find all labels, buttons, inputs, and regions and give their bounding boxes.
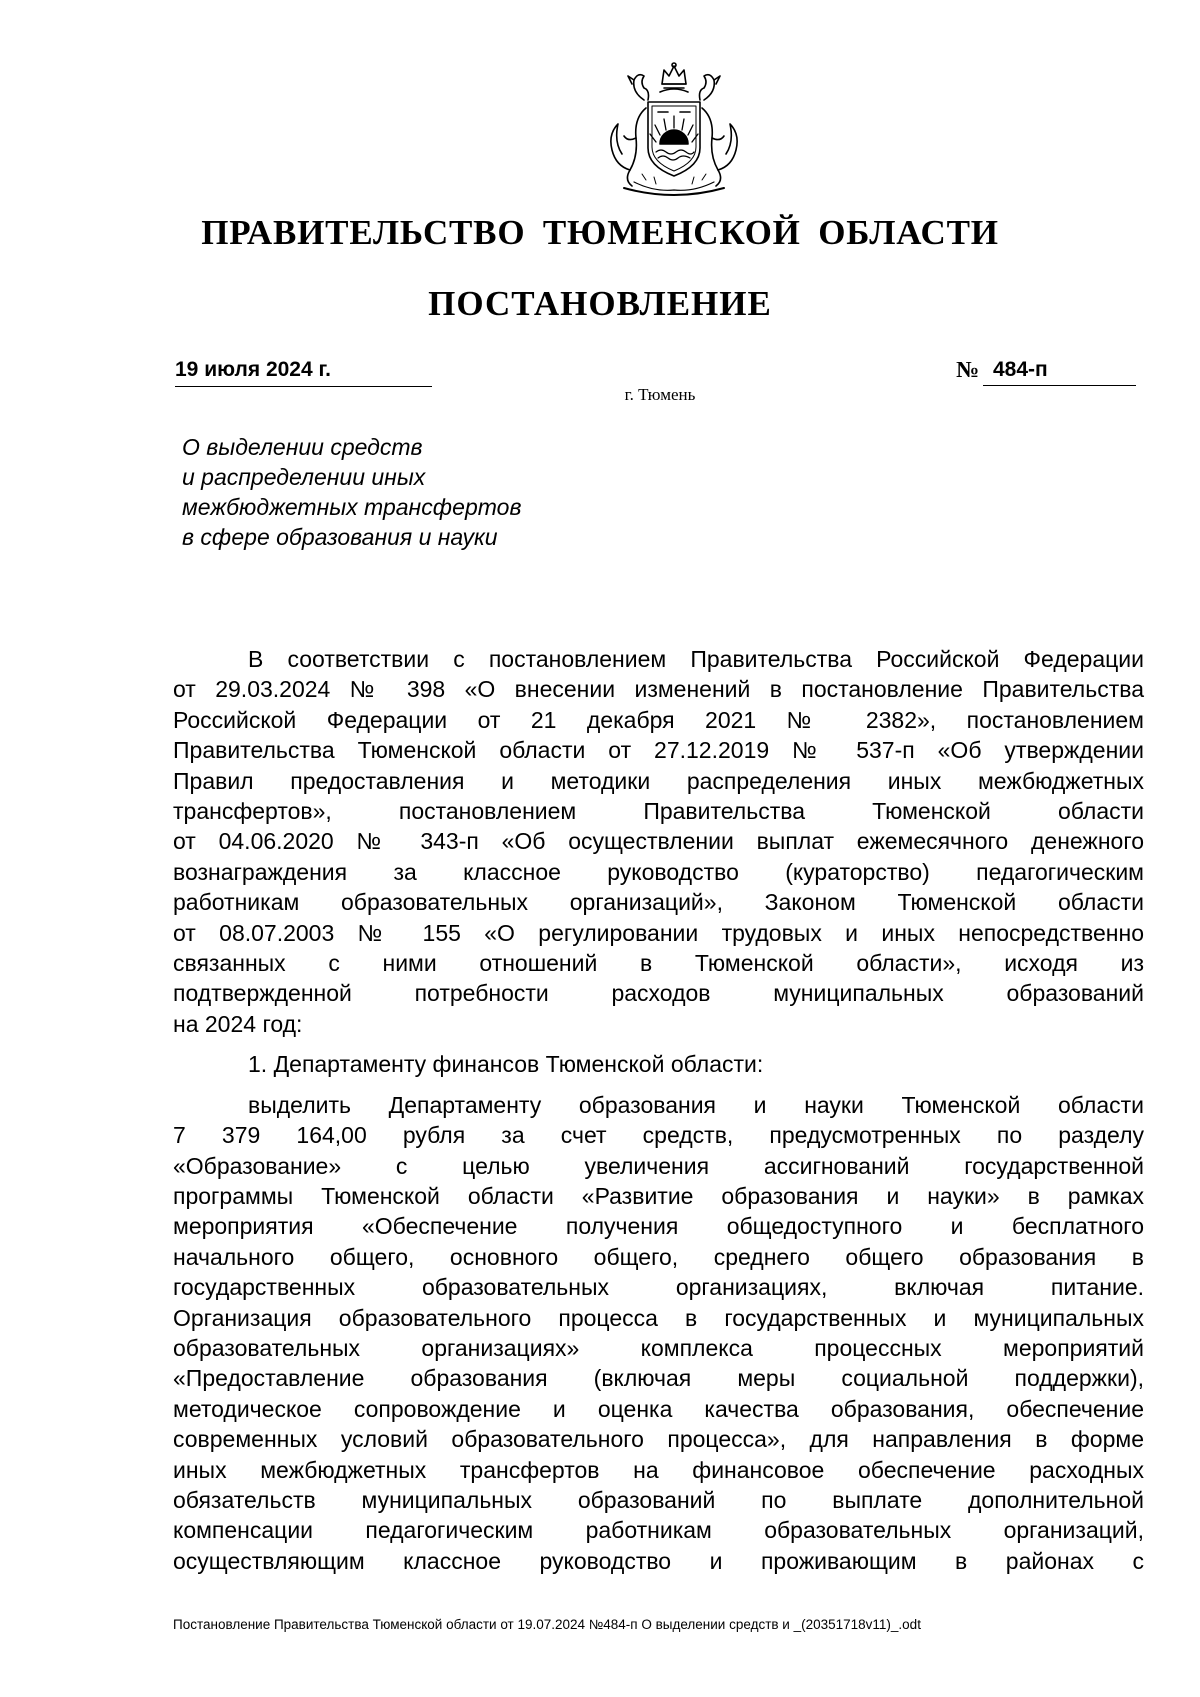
body-line: современных условий образовательного процесса», для направления в форме — [173, 1426, 1144, 1453]
body-line: Российской Федерации от 21 декабря 2021 № 2382», постановлением — [173, 706, 1144, 733]
document-number-value: 484-п — [983, 356, 1136, 386]
body-line: Правительства Тюменской области от 27.12.2019 № 537-п «Об утверждении — [173, 737, 1144, 764]
document-type-title: ПОСТАНОВЛЕНИЕ — [428, 284, 772, 323]
subject-line: О выделении средств — [182, 434, 423, 460]
body-line: работникам образовательных организаций», Законом Тюменской области — [173, 889, 1144, 916]
body-line: государственных образовательных организациях, включая питание. — [173, 1274, 1144, 1301]
document-date — [175, 356, 432, 387]
body-line: «Предоставление образования (включая меры социальной поддержки), — [173, 1365, 1144, 1392]
body-line: связанных с ними отношений в Тюменской области», исходя из — [173, 950, 1144, 977]
body-line: «Образование» с целью увеличения ассигнований государственной — [173, 1152, 1144, 1179]
body-line: от 29.03.2024 № 398 «О внесении изменений в постановление Правительства — [173, 676, 1144, 703]
body-line: 7 379 164,00 рубля за счет средств, предусмотренных по разделу — [173, 1122, 1144, 1149]
body-line: образовательных организациях» комплекса процессных мероприятий — [173, 1334, 1144, 1361]
authority-title: ПРАВИТЕЛЬСТВО ТЮМЕНСКОЙ ОБЛАСТИ — [201, 213, 999, 252]
preamble-paragraph — [173, 644, 1144, 1039]
body-line: подтвержденной потребности расходов муниципальных образований — [173, 980, 1144, 1007]
issue-city: г. Тюмень — [624, 385, 696, 404]
page-footer: Постановление Правительства Тюменской области от 19.07.2024 №484-п О выделении средств и _(20351718v11)_.odt — [173, 1617, 921, 1632]
body-line: вознаграждения за классное руководство (кураторство) педагогическим — [173, 858, 1144, 885]
body-line: выделить Департаменту образования и науки Тюменской области — [248, 1091, 1144, 1118]
body-line: компенсации педагогическим работникам образовательных организаций, — [173, 1517, 1144, 1544]
subject-line: в сфере образования и науки — [182, 524, 498, 550]
body-line: осуществляющим классное руководство и проживающим в районах с — [173, 1547, 1144, 1574]
body-line: от 08.07.2003 № 155 «О регулировании трудовых и иных непосредственно — [173, 919, 1144, 946]
body-line: иных межбюджетных трансфертов на финансовое обеспечение расходных — [173, 1456, 1144, 1483]
body-line: начального общего, основного общего, среднего общего образования в — [173, 1243, 1144, 1270]
item-1-heading — [173, 1049, 1144, 1079]
body-line: Правил предоставления и методики распределения иных межбюджетных — [173, 767, 1144, 794]
body-line: мероприятия «Обеспечение получения общедоступного и бесплатного — [173, 1213, 1144, 1240]
body-line: трансфертов», постановлением Правительства Тюменской области — [173, 798, 1144, 825]
tyumen-coat-of-arms-emblem — [594, 62, 754, 197]
document-body — [173, 644, 1144, 1576]
body-line: обязательств муниципальных образований по выплате дополнительной — [173, 1486, 1144, 1513]
body-line: от 04.06.2020 № 343-п «Об осуществлении выплат ежемесячного денежного — [173, 828, 1144, 855]
document-number — [956, 356, 1136, 386]
body-line: 1. Департаменту финансов Тюменской области: — [248, 1051, 764, 1078]
document-subject — [182, 432, 702, 552]
item-1-paragraph — [173, 1090, 1144, 1577]
body-line: Организация образовательного процесса в государственных и муниципальных — [173, 1304, 1144, 1331]
subject-line: межбюджетных трансфертов — [182, 494, 522, 520]
subject-line: и распределении иных — [182, 464, 426, 490]
body-line: на 2024 год: — [173, 1010, 303, 1037]
body-line: методическое сопровождение и оценка качества образования, обеспечение — [173, 1395, 1144, 1422]
body-line: В соответствии с постановлением Правительства Российской Федерации — [248, 646, 1144, 672]
body-line: программы Тюменской области «Развитие образования и науки» в рамках — [173, 1182, 1144, 1209]
number-sign: № — [956, 357, 980, 382]
document-date-value: 19 июля 2024 г. — [175, 358, 331, 381]
